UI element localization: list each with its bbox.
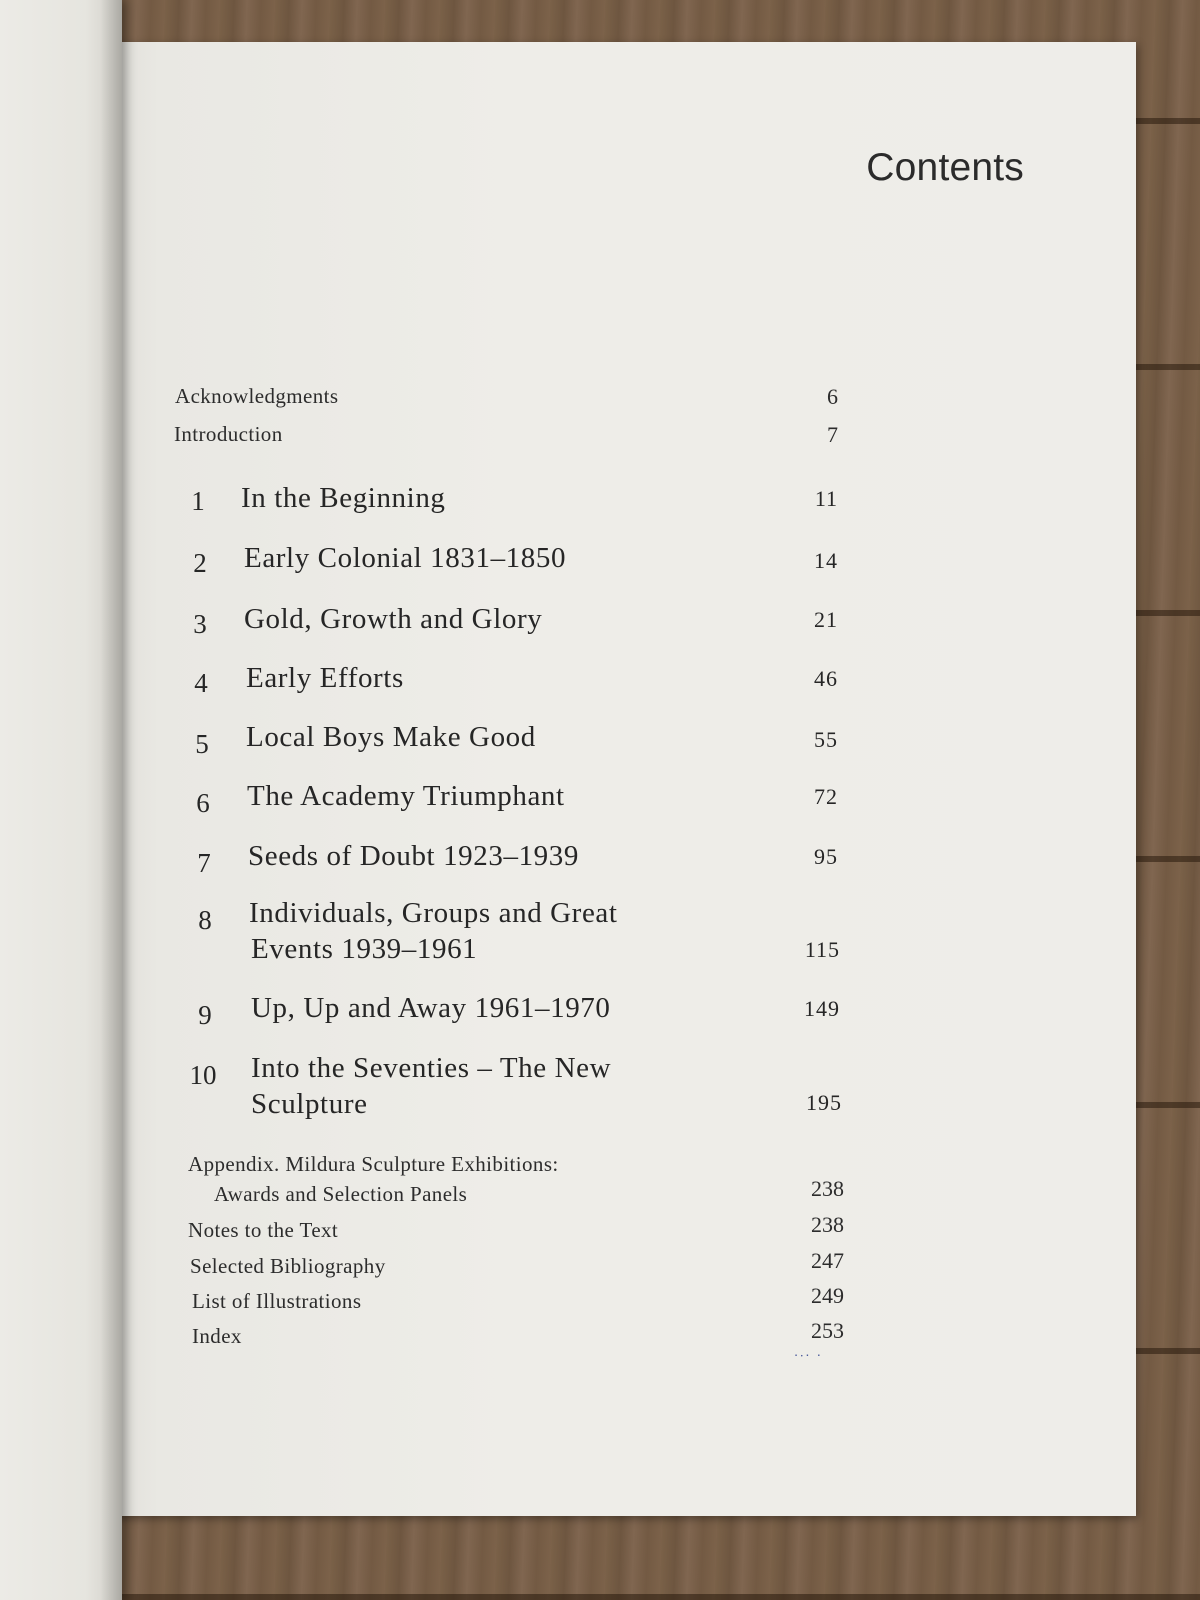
toc-entry-acknowledgments <box>96 384 1136 414</box>
toc-entry-label: Notes to the Text <box>188 1218 339 1242</box>
chapter-title: Gold, Growth and Glory <box>244 603 543 635</box>
ink-speckle-mark: ⋅∙⋅ ⋅ <box>794 1348 823 1363</box>
chapter-number: 9 <box>198 1000 212 1030</box>
toc-entry-appendix <box>96 1152 1136 1206</box>
chapter-page: 149 <box>804 996 840 1021</box>
toc-entry-label: Introduction <box>174 422 283 446</box>
chapter-title: Early Colonial 1831–1850 <box>244 542 567 574</box>
chapter-title: Into the Seventies – The New <box>251 1052 612 1084</box>
toc-entry-page: 247 <box>811 1248 844 1273</box>
toc-entry-page: 6 <box>827 384 838 409</box>
toc-entry-list-of-illustrations <box>96 1283 1136 1319</box>
chapter-title: Individuals, Groups and Great <box>249 897 618 929</box>
chapter-title: In the Beginning <box>241 482 446 514</box>
chapter-number: 5 <box>195 729 209 759</box>
toc-entry-notes <box>96 1212 1136 1248</box>
chapter-number: 3 <box>193 609 207 639</box>
contents-page <box>96 42 1136 1516</box>
toc-entry-page: 7 <box>827 422 838 447</box>
chapter-page: 115 <box>804 937 840 962</box>
chapter-number: 1 <box>191 486 205 516</box>
toc-entry-page: 249 <box>811 1283 844 1308</box>
chapter-page: 11 <box>814 486 838 511</box>
chapter-number: 4 <box>194 668 208 698</box>
chapter-page: 14 <box>814 548 838 573</box>
chapter-title: Up, Up and Away 1961–1970 <box>251 992 611 1024</box>
chapter-title-continued: Events 1939–1961 <box>251 933 478 965</box>
toc-entry-label: Index <box>192 1324 242 1348</box>
toc-entry-label: Appendix. Mildura Sculpture Exhibitions: <box>188 1152 559 1176</box>
chapter-title-continued: Sculpture <box>251 1088 368 1120</box>
chapter-page: 21 <box>814 607 838 632</box>
toc-entry-index <box>96 1318 1136 1354</box>
chapter-number: 8 <box>198 905 212 935</box>
toc-entry-label: Acknowledgments <box>175 384 339 408</box>
toc-entry-label: Selected Bibliography <box>190 1254 386 1278</box>
chapter-number: 7 <box>197 848 211 878</box>
toc-entry-label-continued: Awards and Selection Panels <box>214 1182 468 1206</box>
chapter-page: 72 <box>814 784 838 809</box>
chapter-page: 195 <box>806 1090 842 1115</box>
chapter-number: 2 <box>193 548 207 578</box>
chapter-page: 95 <box>814 844 838 869</box>
gutter-shadow <box>100 0 122 1600</box>
toc-entry-page: 253 <box>811 1318 844 1343</box>
page-title: Contents <box>866 146 1024 189</box>
chapter-page: 55 <box>814 727 838 752</box>
toc-entry-page: 238 <box>811 1212 844 1237</box>
toc-entry-page: 238 <box>811 1176 844 1201</box>
chapter-title: The Academy Triumphant <box>247 780 565 812</box>
chapter-title: Local Boys Make Good <box>246 721 536 753</box>
toc-entry-introduction <box>96 422 1136 452</box>
toc-entry-bibliography <box>96 1248 1136 1284</box>
chapter-title: Early Efforts <box>246 662 404 694</box>
chapter-page: 46 <box>814 666 838 691</box>
chapter-title: Seeds of Doubt 1923–1939 <box>248 840 579 872</box>
left-facing-page <box>0 0 122 1600</box>
toc-entry-label: List of Illustrations <box>192 1289 362 1313</box>
chapter-number: 10 <box>189 1060 217 1090</box>
chapter-number: 6 <box>196 788 210 818</box>
